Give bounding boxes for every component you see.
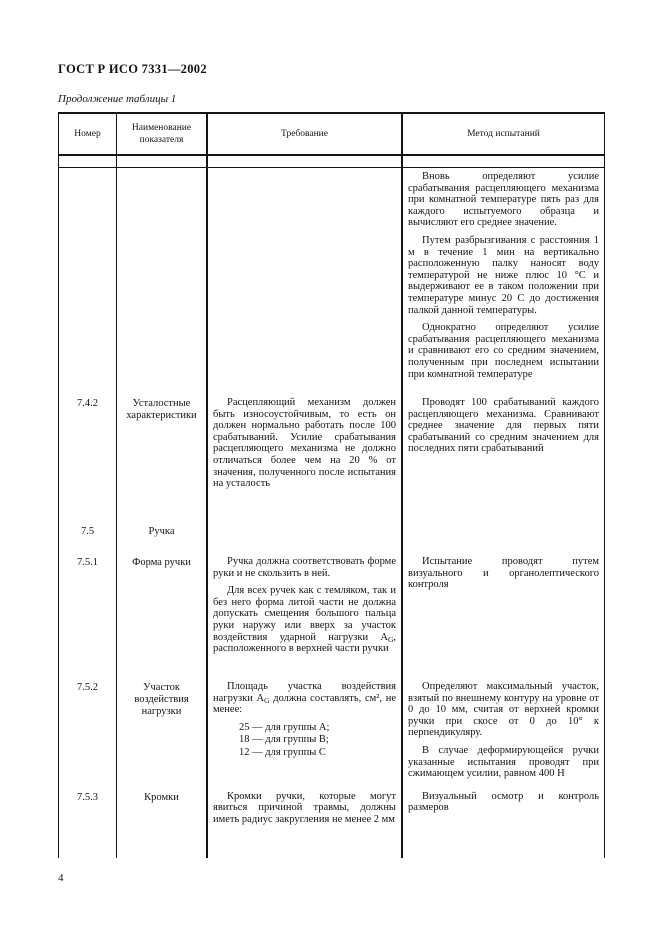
cell-test-method — [401, 394, 604, 522]
cell-number: 7.4.2 — [77, 398, 98, 409]
table-header-row — [59, 114, 604, 156]
doc-number: ГОСТ Р ИСО 7331—2002 — [58, 62, 207, 76]
cell-number: 7.5 — [80, 526, 95, 537]
paragraph: Путем разбрызгивания с расстояния 1 м в течение 1 мин на вертикально расположенную палку наносят воду температурой не ниже плюс 10 °С и выдерживают ее в таком положении при температуре минус 20 С до достижения палкой данной температуры. — [408, 234, 599, 316]
spacer-cell — [206, 156, 401, 167]
cell-requirement — [206, 788, 401, 858]
table-row — [59, 678, 604, 788]
cell-indicator-name: Кромки — [116, 788, 206, 858]
table-body — [59, 168, 604, 858]
cell-requirement — [206, 678, 401, 788]
paragraph: Визуальный осмотр и контроль размеров — [408, 790, 599, 814]
standards-table — [58, 112, 605, 858]
table-caption: Продолжение таблицы 1 — [58, 93, 177, 105]
cell-requirement — [206, 553, 401, 678]
paragraph: Испытание проводят путем визуального и органолептического контроля — [408, 556, 599, 591]
cell-indicator-name: Ручка — [116, 522, 206, 553]
cell-test-method — [401, 678, 604, 788]
spacer-cell — [59, 156, 116, 167]
header-indicator-name: Наименование показателя — [116, 114, 206, 154]
paragraph: Расцепляющий механизм должен быть износоустойчивым, то есть он должен нормально работать после 100 срабатываний. Усилие срабатывания расцепляющего механизма не должно отличаться более чем на 20 % от значения, полученного после испытания на усталость — [213, 397, 396, 490]
list-item: 25 — для группы A; — [239, 721, 330, 733]
cell-indicator-name — [116, 168, 206, 394]
table-row — [59, 522, 604, 553]
cell-number: 7.5.2 — [77, 682, 98, 693]
paragraph: Ручка должна соответствовать форме руки и не скользить в ней. — [213, 556, 396, 579]
cell-indicator-name: Усталостные характеристики — [116, 394, 206, 522]
paragraph: Площадь участка воздействия нагрузки $A_G$ должна составлять, см², не менее: — [213, 681, 397, 716]
table-row — [59, 553, 604, 678]
paragraph: В случае деформирующейся ручки указанные испытания проводят при сжимающем усилии, равном 400 Н — [408, 744, 599, 780]
cell-requirement — [206, 394, 401, 522]
cell-number: 7.5.1 — [77, 557, 98, 568]
cell-test-method — [401, 788, 604, 858]
cell-indicator-name: Участок воздействия нагрузки — [116, 678, 206, 788]
table-row — [59, 168, 604, 394]
spacer-cell — [116, 156, 206, 167]
paragraph: Определяют максимальный участок, взятый по внешнему контуру на уровне от 0 до 10 мм, считая от верхней кромки ручки при скосе от 0 до 10° к перпендикуляру. — [408, 681, 599, 739]
paragraph: Для всех ручек как с темляком, так и без него форма литой части не должна допускать смещения большого пальца руки наружу или вверх за участок воздействия ударной нагрузки $A_G$, расположенного в верхней части ручки — [213, 585, 396, 655]
header-requirement: Требование — [206, 114, 401, 154]
cell-test-method — [401, 522, 604, 553]
table-row — [59, 788, 604, 858]
cell-number — [59, 168, 116, 394]
header-number: Номер — [74, 128, 101, 139]
paragraph: Кромки ручки, которые могут явиться причиной травмы, должны иметь радиус закругления не менее 2 мм — [213, 790, 396, 825]
paragraph: Вновь определяют усилие срабатывания расцепляющего механизма при комнатной температуре пять раз для каждого испытуемого образца и вычисляют его среднее значение. — [408, 171, 599, 229]
list-item: 12 — для группы C — [239, 746, 326, 758]
cell-requirement — [206, 168, 401, 394]
cell-test-method — [401, 553, 604, 678]
spacer-cell — [401, 156, 604, 167]
table-row — [59, 394, 604, 522]
paragraph: Однократно определяют усилие срабатывания расцепляющего механизма и сравнивают его со средним значением, полученным при последнем испытании при комнатной температуре — [408, 322, 599, 380]
cell-requirement — [206, 522, 401, 553]
page-number: 4 — [58, 872, 64, 884]
cell-number: 7.5.3 — [77, 791, 98, 803]
cell-indicator-name: Форма ручки — [116, 553, 206, 678]
table-spacer-row — [59, 156, 604, 168]
header-test-method: Метод испытаний — [401, 114, 604, 154]
list-item: 18 — для группы B; — [239, 734, 329, 746]
paragraph: Проводят 100 срабатываний каждого расцепляющего механизма. Сравнивают среднее значение для первых пяти срабатываний со средним значением для последних пяти срабатываний — [408, 397, 599, 455]
cell-test-method — [401, 168, 604, 394]
